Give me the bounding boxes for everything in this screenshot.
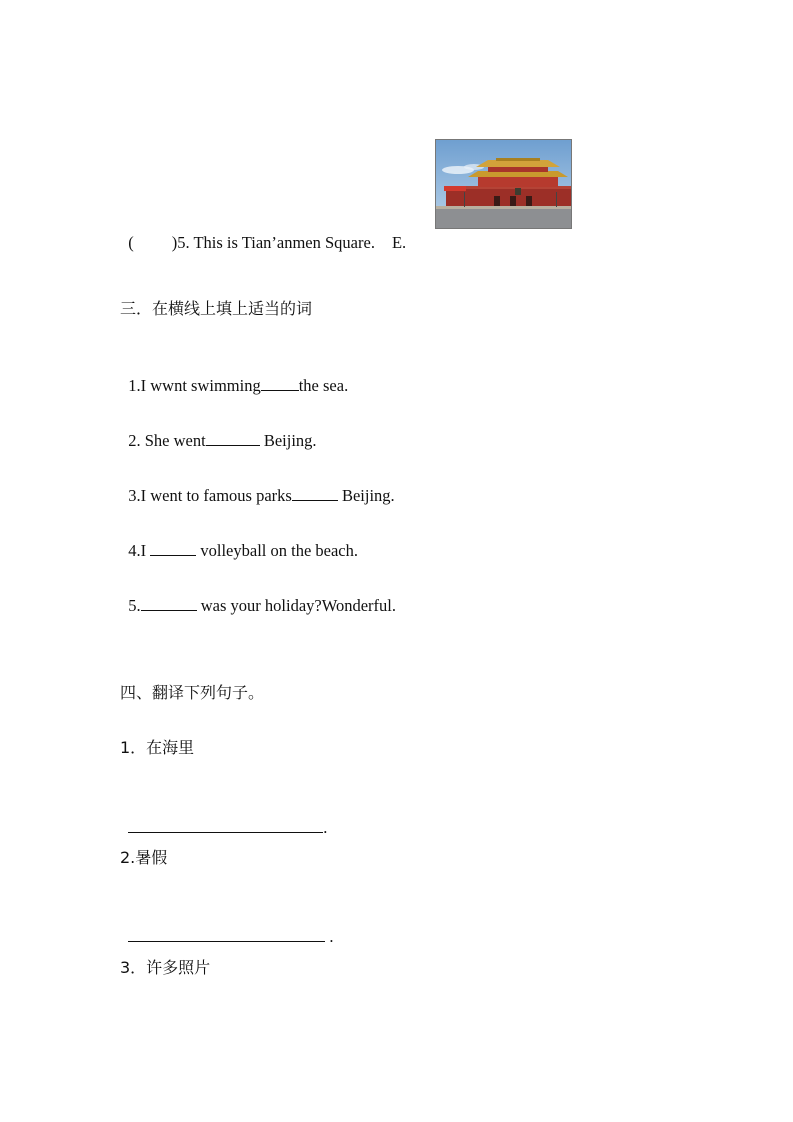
fill-item-4: 4.I volleyball on the beach. (128, 541, 358, 560)
answer-line-1[interactable] (128, 817, 323, 833)
fill-item-5: 5. was your holiday?Wonderful. (128, 596, 396, 615)
answer-line-2[interactable] (128, 926, 325, 942)
fill-item-1: 1.I wwnt swimming the sea. (128, 376, 349, 395)
translate-prompt-3: 3．许多照片 (120, 958, 211, 977)
question-text: 5. This is Tian’anmen Square. (177, 233, 375, 252)
fill-blank-2[interactable] (206, 430, 260, 446)
translate-answer-1: . (120, 795, 327, 839)
fill-item-2: 2. She went Beijing. (128, 431, 317, 450)
fill-blank-3[interactable] (292, 485, 338, 501)
fill-item-3: 3.I went to famous parks Beijing. (128, 486, 395, 505)
paren-close: ) (171, 233, 178, 252)
translate-prompt-1: 1．在海里 (120, 738, 195, 757)
option-label: E. (391, 233, 407, 252)
tiananmen-photo (435, 139, 572, 229)
section3-heading: 三．在横线上填上适当的词 (120, 299, 313, 318)
section4-heading: 四、翻译下列句子。 (120, 683, 265, 702)
paren-open: ( (128, 233, 134, 252)
translate-prompt-2: 2.暑假 (120, 848, 168, 867)
fill-blank-5[interactable] (141, 595, 197, 611)
match-question-5 (120, 210, 406, 254)
translate-answer-2: . (120, 904, 334, 948)
fill-blank-4[interactable] (150, 540, 196, 556)
fill-blank-1[interactable] (261, 375, 299, 391)
